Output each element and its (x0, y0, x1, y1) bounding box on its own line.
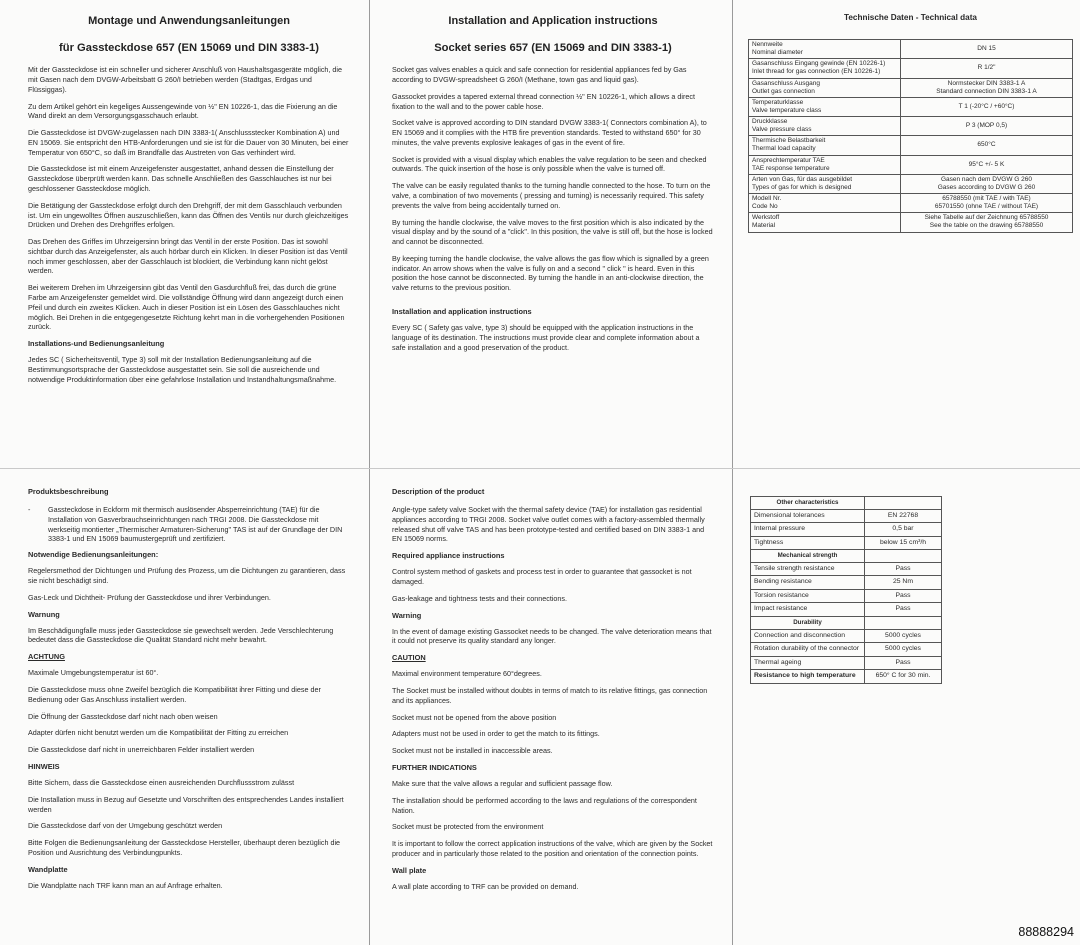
de-paragraph: Zu dem Artikel gehört ein kegeliges Aussengewinde von ½" EN 10226-1, das die Fixierung an die Wand direkt an dem Versorgungsgasschauch erlaubt. (28, 101, 338, 121)
other-key: Resistance to high temperature (751, 670, 865, 683)
other-row (751, 603, 942, 616)
en-paragraph: Socket valve is approved according to DIN standard DVGW 3383-1( Connectors combination A), to EN 15069 and it complies with the HTB fire prevention standards. Tested to withstand 650° for 30 minutes, the valve prevents explosive leakages of gas in the event of fire. (392, 118, 707, 147)
tech-key (749, 155, 901, 174)
tech-value-line: Normstecker DIN 3383-1 A (947, 79, 1026, 87)
de-warn-text: Im Beschädigungfalle muss jeder Gassteckdose sie gewechselt werden. Jede Verschlechterung bedeutet dass die Gassteckdose die Qualität Standard nicht mehr bewahrt. (28, 625, 334, 645)
tech-key-de: Druckklasse (752, 118, 788, 125)
en-subtitle: Socket series 657 (EN 15069 and DIN 3383-1) (434, 41, 672, 54)
tech-row (749, 213, 1073, 232)
other-key: Internal pressure (751, 523, 865, 536)
en-warn-text: In the event of damage existing Gassocket needs to be changed. The valve deterioration means that it could not preserve its quality standard any longer. (392, 626, 712, 646)
en-product-text: Angle-type safety valve Socket with the thermal safety device (TAE) for installation gas residential appliances according to TRGI 2008. Socket valve outlet comes with a factory-assembled thermally released shut off valve TAS and has been prototype-tested and certified based on DIN 3383-1 and EN 15069 norms. (392, 505, 705, 544)
de-paragraph: Bei weiterem Drehen im Uhrzeigersinn gibt das Ventil den Gasdurchfluß frei, das durch die grüne Farbe am Anzeigefenster gemeldet wird. Die vollständige Öffnung wird dann angezeigt durch einen Pfeil und durch ein zweites Klicken. Auch in dieser Position ist ein Lösen des Gasschlauches nicht möglich. Bei Drehen in die entgegengesetzte Richtung kehrt man in die vorhergehenden Positionen zurück. (28, 283, 345, 332)
tech-value (901, 78, 1073, 97)
other-row (751, 656, 942, 669)
other-row (751, 589, 942, 602)
en-caution-heading: CAUTION (392, 653, 426, 663)
tech-row (749, 97, 1073, 116)
tech-key-de: Nennweite (752, 41, 783, 48)
other-row (751, 670, 942, 683)
de-title: Montage und Anwendungsanleitungen (88, 15, 290, 27)
tech-value (901, 194, 1073, 213)
tech-value-line: 95°C +/- 5 K (968, 160, 1005, 168)
en-instructions-section (392, 14, 714, 359)
other-row (751, 536, 942, 549)
en-paragraph: By turning the handle clockwise, the valve moves to the first position which is also indicated by the visual display and by the sound of a "click". In this position, the valve is still off, but the hose is locked and cannot be disconnected. (392, 217, 713, 247)
tech-key-en: Nominal diameter (752, 49, 803, 57)
en-further-item: The installation should be performed according to the laws and regulations of the correspondent Nation. (392, 795, 697, 815)
tech-key (749, 213, 901, 232)
de-req-text: Regelersmethod der Dichtungen und Prüfung des Prozess, um die Dichtungen zu garantieren, dass sie nicht beschädigt sind. (28, 566, 346, 586)
other-value: 650° C for 30 min. (865, 670, 942, 683)
de-wall-heading: Wandplatte (28, 864, 68, 874)
en-product-section (392, 487, 714, 899)
other-row (751, 629, 942, 642)
en-install-text: Every SC ( Safety gas valve, type 3) should be equipped with the application instructions in the language of its destination. The instructions must provide clear and complete information about a safe installation and a good preservation of the product. (392, 323, 700, 352)
tech-value-line: 65701550 (ohne TAE / without TAE) (934, 203, 1039, 211)
de-hint-item: Die Installation muss in Bezug auf Gesetzte und Vorschriften des entsprechendes Landes installiert werden (28, 794, 344, 814)
other-row (751, 643, 942, 656)
other-value: Pass (865, 589, 942, 602)
tech-value-line: DN 15 (977, 45, 996, 53)
tech-value (901, 117, 1073, 136)
en-caution-item: The Socket must be installed without doubts in terms of match to its relative fittings, gas connection and its appliances. (392, 686, 708, 705)
tech-key (749, 78, 901, 97)
de-hint-item: Bitte Folgen die Bedienungsanleitung der Gassteckdose Hersteller, überhaupt deren bezüglich die Position und Ausrichtung des Verbindungpunkts. (28, 838, 341, 857)
de-caution-item: Die Gassteckdose muss ohne Zweifel bezüglich die Kompatibilität ihrer Fitting und diese der Bedienung oder Gas Anschluss installiert werden. (28, 685, 321, 704)
other-row (751, 509, 942, 522)
tech-value-line: Gases according to DVGW G 260 (937, 183, 1036, 191)
tech-data-table (748, 39, 1073, 233)
tech-key-en: Inlet thread for gas connection (EN 10226-1) (752, 68, 881, 76)
tech-value (901, 136, 1073, 155)
tech-value-line: Siehe Tabelle auf der Zeichnung 65788550 (924, 214, 1049, 222)
de-warn-heading: Warnung (28, 609, 60, 619)
tech-key-en: Outlet gas connection (752, 87, 815, 95)
tech-row (749, 155, 1073, 174)
fold-line (0, 468, 1080, 469)
tech-value-line: T 1 (-20°C / +60°C) (958, 102, 1015, 110)
tech-value (901, 40, 1073, 59)
en-further-heading: FURTHER INDICATIONS (392, 762, 477, 772)
tech-key-de: Ansprechtemperatur TAE (752, 156, 825, 164)
tech-key (749, 40, 901, 59)
de-product-bullet (28, 505, 350, 544)
en-paragraph: Socket is provided with a visual display which enables the valve regulation to be seen and checked outwards. The quick insertion of the hose is only possible when the valve is turned off. (392, 154, 707, 174)
de-product-text: Gassteckdose in Eckform mit thermisch auslösender Absperreinrichtung (TAE) für die Installation von Gasverbrauchseinrichtungen nach TRGI 2008. Die Gassteckdose mit werkseitig montierter „Thermischer Armaturen-Sicherung" TAS ist auf der Grundlage der DIN 3383-1 und EN 15069 baumustergeprüft und zertifiziert. (48, 505, 343, 544)
other-value: 25 Nm (865, 576, 942, 589)
tech-row (749, 174, 1073, 193)
de-install-text: Jedes SC ( Sicherheitsventil, Type 3) soll mit der Installation Bedienungsanleitung auf die Bestimmungsortsprache der Gassteckdose ausgestattet sein. Sie soll die ausreichende und notwendige Produktinformation über eine gefahrlose Installation und Instandhaltungsmaßnahme. (28, 355, 337, 384)
tech-value (901, 59, 1073, 78)
other-value: 5000 cycles (865, 629, 942, 642)
other-key: Bending resistance (751, 576, 865, 589)
tech-key-de: Modell Nr. (752, 195, 782, 202)
tech-value-line: P 3 (MOP 0,5) (965, 122, 1008, 130)
tech-value-line: Standard connection DIN 3383-1 A (936, 87, 1037, 95)
other-row (751, 576, 942, 589)
en-req-heading: Required appliance instructions (392, 551, 505, 561)
tech-key-de: Arten von Gas, für das ausgebildet (752, 175, 853, 183)
de-req-heading: Notwendige Bedienungsanleitungen: (28, 550, 159, 560)
en-caution-item: Socket must not be opened from the above position (392, 712, 557, 722)
tech-key (749, 59, 901, 78)
empty-cell (865, 550, 942, 563)
tech-key-de: Temperaturklasse (752, 98, 804, 106)
tech-value-line: 650°C (977, 141, 996, 149)
tech-value (901, 97, 1073, 116)
tech-key (749, 174, 901, 193)
en-paragraph: By keeping turning the handle clockwise, the valve allows the gas flow which is signalled by a green indicator. An arrow shows when the valve is fully on and a second " click " is heard. Even in this position the hose cannot be disconnected. By turning the handle in an anti-clockwise direction, the valve returns to the previous position. (392, 253, 709, 293)
tech-row (749, 78, 1073, 97)
other-key: Impact resistance (751, 603, 865, 616)
dash-icon: - (28, 505, 31, 515)
other-key: Thermal ageing (751, 656, 865, 669)
tech-row (749, 194, 1073, 213)
de-paragraph: Die Betätigung der Gassteckdose erfolgt durch den Drehgriff, der mit dem Gasschlauch verbunden ist. Um ein ungewolltes Öffnen auszuschließen, kann das Öffnen des Ventils nur durch gleichzeitiges Drücken und Drehen des Drehgriffes erfolgen. (28, 200, 349, 230)
en-req-text: Control system method of gaskets and process test in order to guarantee that gassocket is not damaged. (392, 567, 692, 587)
other-key: Rotation durability of the connector (751, 643, 865, 656)
de-subtitle: für Gassteckdose 657 (EN 15069 und DIN 3383-1) (59, 41, 319, 54)
de-caution-item: Maximale Umgebungstemperatur ist 60°. (28, 668, 159, 678)
other-row (751, 562, 942, 575)
en-caution-item: Maximal environment temperature 60°degrees. (392, 669, 542, 679)
de-product-heading: Produktsbeschreibung (28, 487, 109, 496)
tech-row (749, 59, 1073, 78)
en-req-text: Gas-leakage and tightness tests and their connections. (392, 593, 568, 603)
other-key: Dimensional tolerances (751, 509, 865, 522)
other-key: Tensile strength resistance (751, 562, 865, 575)
en-wall-text: A wall plate according to TRF can be provided on demand. (392, 881, 579, 891)
de-caution-item: Die Öffnung der Gassteckdose darf nicht nach oben weisen (28, 711, 218, 721)
durability-title-row-label: Durability (751, 616, 865, 629)
other-value: 5000 cycles (865, 643, 942, 656)
de-instructions-section (28, 14, 350, 392)
tech-key-en: Code No (752, 203, 778, 211)
de-paragraph: Die Gassteckdose ist mit einem Anzeigefenster ausgestattet, anhand dessen die Einstellung der Gassteckdose überprüft werden kann. Das schnelle Anschließen des Gasschlauches ist nur bei geschlossener Gassteckdose möglich. (28, 164, 334, 193)
tech-key (749, 117, 901, 136)
other-row (751, 523, 942, 536)
de-paragraph: Das Drehen des Griffes im Uhrzeigersinn bringt das Ventil in der erste Position. Das ist sowohl sichtbar durch das Anzeigefenster, als auch hörbar durch ein Klicken. In dieser Position ist das Ventil noch immer geschlossen, aber der Gasschlauch ist blockiert, die Verbindung kann nicht gelöst werden. (28, 237, 348, 276)
de-product-section (28, 487, 350, 898)
de-install-heading: Installations-und Bedienungsanleitung (28, 339, 165, 349)
tech-key-de: Werkstoff (752, 214, 780, 222)
en-further-item: Socket must be protected from the environment (392, 822, 544, 832)
tech-key (749, 97, 901, 116)
other-key: Connection and disconnection (751, 629, 865, 642)
de-wall-text: Die Wandplatte nach TRF kann man an auf Anfrage erhalten. (28, 880, 223, 890)
de-caution-item: Adapter dürfen nicht benutzt werden um die Kompatibilität der Fitting zu erreichen (28, 728, 289, 738)
tech-value (901, 213, 1073, 232)
en-paragraph: Socket gas valves enables a quick and safe connection for residential appliances fed by Gas according to DVGW-spreadsheet G 260/I (Methane, town gas and liquid gas). (392, 65, 687, 84)
tech-key-de: Gasanschluss Eingang gewinde (EN 10226-1) (752, 60, 886, 68)
en-wall-heading: Wall plate (392, 865, 427, 875)
durability-title-row (751, 616, 942, 629)
en-paragraph: The valve can be easily regulated thanks to the turning handle connected to the hose. To turn on the valve, a combination of two movements ( pressing and turning) is necessarily required. This safety prevents the valve from being accidentally turned on. (392, 181, 711, 210)
tech-key-en: Valve pressure class (752, 126, 812, 134)
other-value: Pass (865, 562, 942, 575)
other-key: Torsion resistance (751, 589, 865, 602)
empty-cell (865, 497, 942, 510)
tech-key-en: Material (752, 222, 776, 230)
tech-value-line: R 1/2" (977, 64, 996, 72)
other-value: Pass (865, 656, 942, 669)
de-hint-item: Bitte Sichern, dass die Gassteckdose einen ausreichenden Durchflussstrom zulässt (28, 778, 295, 788)
tech-value (901, 155, 1073, 174)
tech-row (749, 136, 1073, 155)
other-key: Tightness (751, 536, 865, 549)
en-install-heading: Installation and application instructions (392, 307, 532, 317)
other-title-row (751, 497, 942, 510)
mech-title-row-label: Mechanical strength (751, 550, 865, 563)
column-divider-2 (732, 0, 733, 945)
empty-cell (865, 616, 942, 629)
tech-key (749, 194, 901, 213)
de-paragraph: Die Gassteckdose ist DVGW-zugelassen nach DIN 3383-1( Anschlussstecker Kombination A) und EN 15069. Sie entspricht den HTB-Anforderungen und sie ist für die Dauer von 30 Minuten, bei einer Temperatur von 650°C, so daß im Brandfalle das Austreten von Gas verhindert wird. (28, 128, 349, 157)
tech-value-line: See the table on the drawing 65788550 (929, 222, 1044, 230)
other-value: 0,5 bar (865, 523, 942, 536)
en-title: Installation and Application instructions (448, 15, 658, 27)
en-product-heading: Description of the product (392, 487, 485, 496)
de-caution-item: Die Gassteckdose darf nicht in unerreichbaren Felder installiert werden (28, 745, 255, 755)
tech-key-en: Types of gas for which is designed (752, 183, 852, 191)
tech-key-de: Thermische Belastbarkeit (752, 137, 826, 145)
column-divider-1 (369, 0, 370, 945)
tech-key-en: Thermal load capacity (752, 145, 816, 153)
tech-title: Technische Daten - Technical data (843, 13, 977, 22)
tech-key-de: Gasanschluss Ausgang (752, 79, 820, 87)
other-characteristics-table (750, 496, 942, 684)
en-further-item: It is important to follow the correct application instructions of the valve, which are given by the Socket producer and in particularly those related to the position and orientation of the connection points. (392, 839, 713, 858)
document-code: 88888294 (1018, 925, 1074, 939)
de-paragraph: Mit der Gassteckdose ist ein schneller und sicherer Anschluß von Haushaltsgasgeräte möglich, die mit Gasen nach dem DVGW-Arbeitsbatt G 260/I betrieben werden (Stadtgas, Erdgas und Flüssiggas). (28, 65, 343, 94)
mech-title-row (751, 550, 942, 563)
tech-key-en: Valve temperature class (752, 106, 822, 114)
en-caution-item: Socket must not be installed in inaccessible areas. (392, 746, 553, 756)
en-caution-item: Adapters must not be used in order to get the match to its fittings. (392, 729, 600, 739)
de-caution-heading: ACHTUNG (28, 652, 65, 662)
de-hint-item: Die Gassteckdose darf von der Umgebung geschützt werden (28, 821, 223, 831)
other-value: EN 22768 (865, 509, 942, 522)
tech-row (749, 40, 1073, 59)
tech-key-en: TAE response temperature (752, 164, 830, 172)
tech-value-line: Gasen nach dem DVGW G 260 (940, 175, 1033, 183)
tech-row (749, 117, 1073, 136)
tech-value (901, 174, 1073, 193)
de-req-text: Gas-Leck und Dichtheit- Prüfung der Gassteckdose und ihrer Verbindungen. (28, 592, 271, 602)
other-title-row-label: Other characteristics (751, 497, 865, 510)
other-value: below 15 cm³/h (865, 536, 942, 549)
en-paragraph: Gassocket provides a tapered external thread connection ½" EN 10226-1, which allows a direct fixation to the wall and to the power cable hose. (392, 91, 695, 111)
de-hints-heading: HINWEIS (28, 761, 60, 771)
other-value: Pass (865, 603, 942, 616)
en-further-item: Make sure that the valve allows a regular and sufficient passage flow. (392, 779, 613, 789)
tech-value-line: 65788550 (mit TAE / with TAE) (942, 195, 1031, 202)
tech-key (749, 136, 901, 155)
en-warn-heading: Warning (392, 610, 422, 620)
